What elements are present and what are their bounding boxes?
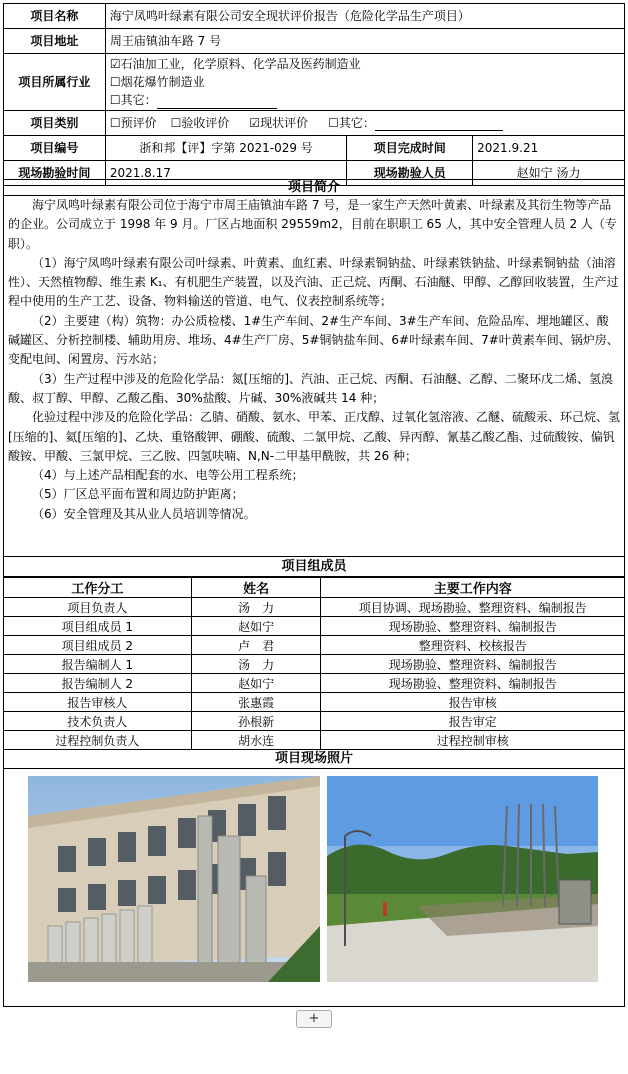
industry-label: 项目所属行业 [4, 54, 106, 111]
project-number: 浙和邦【评】字第 2021-029 号 [105, 136, 347, 161]
role-cell: 报告编制人 2 [4, 674, 192, 693]
address: 周王庙镇油车路 7 号 [105, 29, 624, 54]
role-cell: 项目负责人 [4, 598, 192, 617]
role-cell: 过程控制负责人 [4, 731, 192, 750]
duty-cell: 整理资料、校核报告 [321, 636, 625, 655]
duty-cell: 项目协调、现场勘验、整理资料、编制报告 [321, 598, 625, 617]
intro-paragraph: 海宁凤鸣叶绿素有限公司位于海宁市周王庙镇油车路 7 号，是一家生产天然叶黄素、叶绿素及其衍生物等产品的企业。公司成立于 1998 年 9 月。厂区占地面积 29559m2，目前在职职工 65 人，其中安全管理人员 2 人（专职）。 [8, 198, 617, 251]
role-cell: 项目组成员 1 [4, 617, 192, 636]
project-info-table [3, 3, 625, 186]
table-row [4, 636, 625, 655]
team-title: 项目组成员 [3, 556, 625, 577]
category-option: ☑现状评价 [249, 116, 309, 130]
table-row [4, 674, 625, 693]
project-name: 海宁凤鸣叶绿素有限公司安全现状评价报告（危险化学品生产项目） [105, 4, 624, 29]
table-row [4, 712, 625, 731]
intro-text [8, 196, 620, 524]
name-cell: 张惠霞 [191, 693, 321, 712]
industry-options [105, 54, 624, 111]
survey-time: 2021.8.17 [105, 161, 347, 186]
team-header-row [4, 578, 625, 598]
role-cell: 报告审核人 [4, 693, 192, 712]
photos-title: 项目现场照片 [3, 749, 625, 769]
table-row [4, 655, 625, 674]
role-cell: 项目组成员 2 [4, 636, 192, 655]
category-label: 项目类别 [4, 111, 106, 136]
intro-title: 项目简介 [3, 179, 625, 196]
duty-cell: 现场勘验、整理资料、编制报告 [321, 655, 625, 674]
table-row [4, 598, 625, 617]
completion-label: 项目完成时间 [347, 136, 473, 161]
factory-building-photo [28, 776, 320, 982]
column-header: 姓名 [191, 578, 321, 598]
name-cell: 胡水连 [191, 731, 321, 750]
category-option: ☐预评价 [109, 116, 157, 130]
table-row [4, 693, 625, 712]
role-cell: 技术负责人 [4, 712, 192, 731]
number-label: 项目编号 [4, 136, 106, 161]
project-name-label: 项目名称 [4, 4, 106, 29]
industry-option: ☑石油加工业，化学原料、化学品及医药制造业 [109, 57, 361, 71]
table-row [4, 731, 625, 750]
intro-paragraph: （5）厂区总平面布置和周边防护距离； [32, 487, 244, 502]
completion-date: 2021.9.21 [473, 136, 625, 161]
intro-paragraph: （3）生产过程中涉及的危险化学品：氮[压缩的]、汽油、正己烷、丙酮、石油醚、乙醇、二聚环戊二烯、氢溴酸、叔丁醇、甲醇、乙酸乙酯、30%盐酸、片碱、30%液碱共 14 种； [8, 371, 614, 405]
duty-cell: 现场勘验、整理资料、编制报告 [321, 617, 625, 636]
name-cell: 汤 力 [191, 655, 321, 674]
industry-option: ☐烟花爆竹制造业 [109, 75, 205, 89]
name-cell: 卢 君 [191, 636, 321, 655]
column-header: 工作分工 [4, 578, 192, 598]
column-header: 主要工作内容 [321, 578, 625, 598]
surveyors-label: 现场勘验人员 [347, 161, 473, 186]
category-options [105, 111, 624, 136]
role-cell: 报告编制人 1 [4, 655, 192, 674]
intro-paragraph: （2）主要建（构）筑物：办公质检楼、1#生产车间、2#生产车间、3#生产车间、危险品库、埋地罐区、酸碱罐区、分析控制楼、辅助用房、堆场、4#生产厂房、5#铜钠盐车间、6#叶绿素车间、7#叶黄素车间、锅炉房、变配电间、闲置房、污水站； [8, 313, 619, 367]
duty-cell: 报告审定 [321, 712, 625, 731]
name-cell: 孙根新 [191, 712, 321, 731]
intro-paragraph: （6）安全管理及其从业人员培训等情况。 [32, 506, 256, 521]
factory-building-image [28, 776, 320, 982]
expand-button[interactable]: + [296, 1010, 332, 1028]
address-label: 项目地址 [4, 29, 106, 54]
intro-paragraph: （1）海宁凤鸣叶绿素有限公司叶绿素、叶黄素、血红素、叶绿素铜钠盐、叶绿素铁钠盐、叶绿素铜钠盐（油溶性）、天然植物醇、维生素 K₁、有机肥生产装置，以及汽油、正己烷、丙酮、石油醚、甲醇、乙醇回收装置，生产过程中使用的生产工艺、设备、物料输送的管道、电气、仪表控制系统等； [8, 255, 619, 309]
industry-option: ☐其它： [109, 93, 157, 107]
blank-line [375, 118, 503, 131]
intro-paragraph: 化验过程中涉及的危险化学品：乙腈、硝酸、氨水、甲苯、正戊醇、过氧化氢溶液、乙醚、硫酸汞、环己烷、氢[压缩的]、氦[压缩的]、乙炔、重铬酸钾、硼酸、硫酸、二氯甲烷、乙酸、异丙醇、氰基乙酸乙酯、过硫酸铵、偏钒酸铵、甲酸、三氯甲烷、三乙胺、四氢呋喃、N,N-二甲基甲酰胺，共 26 种； [8, 410, 621, 463]
site-photo [327, 776, 598, 982]
table-row [4, 617, 625, 636]
team-table [3, 577, 625, 750]
name-cell: 赵如宁 [191, 674, 321, 693]
duty-cell: 过程控制审核 [321, 731, 625, 750]
site-image [327, 776, 598, 982]
blank-line [157, 96, 277, 109]
name-cell: 汤 力 [191, 598, 321, 617]
duty-cell: 报告审核 [321, 693, 625, 712]
category-option: ☐验收评价 [170, 116, 230, 130]
duty-cell: 现场勘验、整理资料、编制报告 [321, 674, 625, 693]
surveyors: 赵如宁 汤力 [473, 161, 625, 186]
survey-time-label: 现场勘验时间 [4, 161, 106, 186]
category-option: ☐其它： [328, 116, 375, 130]
name-cell: 赵如宁 [191, 617, 321, 636]
intro-paragraph: （4）与上述产品相配套的水、电等公用工程系统； [32, 468, 304, 483]
